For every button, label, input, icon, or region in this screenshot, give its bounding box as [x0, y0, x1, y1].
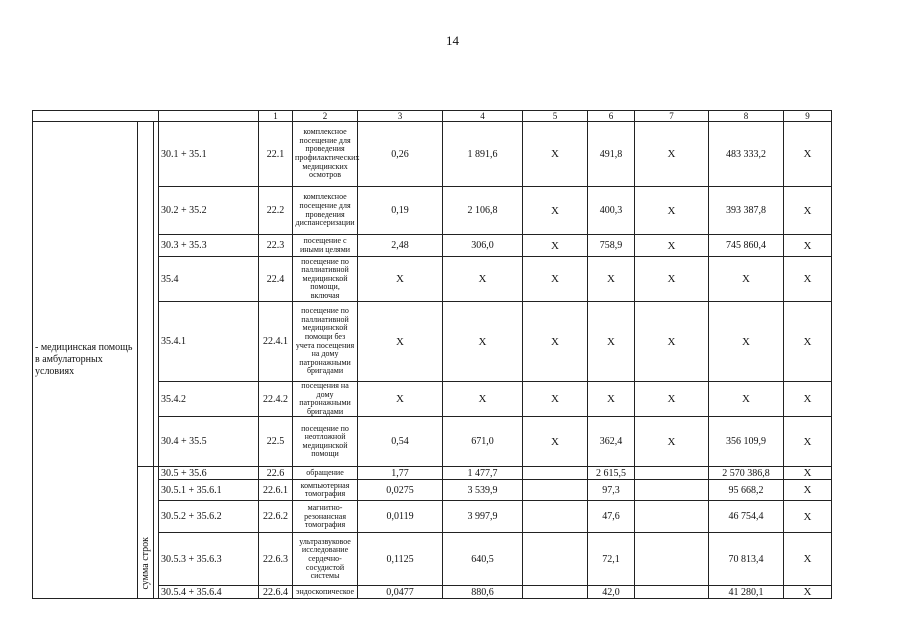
row-code: 30.2 + 35.2 [159, 187, 259, 235]
row-description: посещение с иными целями [293, 235, 358, 257]
cell-col-9: X [784, 480, 832, 501]
cell-col-4: 880,6 [443, 586, 523, 599]
row-line-number: 22.1 [259, 122, 293, 187]
cell-col-9: X [784, 382, 832, 417]
cell-col-7: X [635, 187, 709, 235]
cell-col-7: X [635, 302, 709, 382]
header-cell-3: 3 [358, 111, 443, 122]
cell-col-9: X [784, 501, 832, 533]
cell-col-5: X [523, 235, 588, 257]
row-code: 30.5.2 + 35.6.2 [159, 501, 259, 533]
row-description: ультразвуковое исследование сердечно-сосудистой системы [293, 533, 358, 586]
header-cell-6: 6 [588, 111, 635, 122]
cell-col-4: 671,0 [443, 417, 523, 467]
cell-col-9: X [784, 187, 832, 235]
cell-col-9: X [784, 533, 832, 586]
row-code: 35.4.1 [159, 302, 259, 382]
cell-col-5: X [523, 302, 588, 382]
cell-col-7: X [635, 257, 709, 302]
cell-col-8: 46 754,4 [709, 501, 784, 533]
row-code: 30.5.1 + 35.6.1 [159, 480, 259, 501]
cell-col-5: X [523, 257, 588, 302]
cell-col-8: 356 109,9 [709, 417, 784, 467]
row-line-number: 22.2 [259, 187, 293, 235]
row-code: 30.5.3 + 35.6.3 [159, 533, 259, 586]
cell-col-9: X [784, 302, 832, 382]
cell-col-9: X [784, 467, 832, 480]
cell-col-5 [523, 533, 588, 586]
cell-col-5: X [523, 382, 588, 417]
cell-col-6: 362,4 [588, 417, 635, 467]
cell-col-5 [523, 467, 588, 480]
rotated-label-cell [138, 467, 154, 599]
cell-col-3: X [358, 302, 443, 382]
cell-col-8: 483 333,2 [709, 122, 784, 187]
row-line-number: 22.4.1 [259, 302, 293, 382]
cell-col-3: 0,1125 [358, 533, 443, 586]
header-cell-4: 4 [443, 111, 523, 122]
table-row [33, 122, 832, 187]
cell-col-8: 41 280,1 [709, 586, 784, 599]
row-line-number: 22.5 [259, 417, 293, 467]
cell-col-3: 2,48 [358, 235, 443, 257]
cell-col-8: 2 570 386,8 [709, 467, 784, 480]
cell-col-9: X [784, 586, 832, 599]
section-label: - медицинская помощь в амбулаторных условиях [33, 122, 138, 599]
row-line-number: 22.6.1 [259, 480, 293, 501]
header-cell-code [159, 111, 259, 122]
row-description: посещение по паллиативной медицинской помощи, включая [293, 257, 358, 302]
row-line-number: 22.6.2 [259, 501, 293, 533]
row-code: 30.4 + 35.5 [159, 417, 259, 467]
cell-col-6: 491,8 [588, 122, 635, 187]
cell-col-4: 640,5 [443, 533, 523, 586]
row-code: 35.4 [159, 257, 259, 302]
cell-col-5: X [523, 122, 588, 187]
cell-col-4: 2 106,8 [443, 187, 523, 235]
cell-col-7 [635, 501, 709, 533]
row-description: обращение [293, 467, 358, 480]
cell-col-3: 0,0275 [358, 480, 443, 501]
row-code: 35.4.2 [159, 382, 259, 417]
row-code: 30.5 + 35.6 [159, 467, 259, 480]
row-description: посещение по неотложной медицинской помощи [293, 417, 358, 467]
cell-col-3: 0,19 [358, 187, 443, 235]
rotated-label: сумма строк [140, 536, 151, 590]
row-description: посещения на дому патронажными бригадами [293, 382, 358, 417]
cell-col-7: X [635, 235, 709, 257]
header-cell-5: 5 [523, 111, 588, 122]
cell-col-4: 306,0 [443, 235, 523, 257]
cell-col-4: X [443, 257, 523, 302]
header-cell-7: 7 [635, 111, 709, 122]
cell-col-9: X [784, 235, 832, 257]
header-row [33, 111, 832, 122]
page-number: 14 [446, 33, 459, 48]
cell-col-4: X [443, 302, 523, 382]
cell-col-6: 42,0 [588, 586, 635, 599]
header-cell-blank [33, 111, 159, 122]
cell-col-7: X [635, 417, 709, 467]
cell-col-5 [523, 586, 588, 599]
cell-col-4: 1 477,7 [443, 467, 523, 480]
header-cell-1: 1 [259, 111, 293, 122]
cell-col-6: 72,1 [588, 533, 635, 586]
row-description: эндоскопическое [293, 586, 358, 599]
row-description: компьютерная томография [293, 480, 358, 501]
cell-col-8: X [709, 257, 784, 302]
cell-col-7 [635, 467, 709, 480]
row-code: 30.5.4 + 35.6.4 [159, 586, 259, 599]
cell-col-8: 70 813,4 [709, 533, 784, 586]
cell-col-5 [523, 501, 588, 533]
cell-col-6: X [588, 382, 635, 417]
header-cell-8: 8 [709, 111, 784, 122]
cell-col-6: 2 615,5 [588, 467, 635, 480]
cell-col-7 [635, 533, 709, 586]
cell-col-4: 1 891,6 [443, 122, 523, 187]
header-cell-2: 2 [293, 111, 358, 122]
cell-col-7 [635, 586, 709, 599]
cell-col-3: X [358, 257, 443, 302]
row-line-number: 22.3 [259, 235, 293, 257]
row-line-number: 22.6.4 [259, 586, 293, 599]
cell-col-6: 97,3 [588, 480, 635, 501]
cell-col-4: 3 997,9 [443, 501, 523, 533]
cell-col-8: 745 860,4 [709, 235, 784, 257]
cell-col-3: 1,77 [358, 467, 443, 480]
cell-col-5: X [523, 187, 588, 235]
cell-col-6: X [588, 257, 635, 302]
cell-col-7: X [635, 382, 709, 417]
cell-col-8: 95 668,2 [709, 480, 784, 501]
cell-col-3: 0,54 [358, 417, 443, 467]
cell-col-8: X [709, 302, 784, 382]
cell-col-8: 393 387,8 [709, 187, 784, 235]
row-line-number: 22.6 [259, 467, 293, 480]
cell-col-9: X [784, 417, 832, 467]
cell-col-5: X [523, 417, 588, 467]
cell-col-3: X [358, 382, 443, 417]
table-row [33, 467, 832, 480]
cell-col-6: 758,9 [588, 235, 635, 257]
cell-col-3: 0,0477 [358, 586, 443, 599]
cell-col-9: X [784, 257, 832, 302]
row-code: 30.3 + 35.3 [159, 235, 259, 257]
row-line-number: 22.6.3 [259, 533, 293, 586]
cell-col-9: X [784, 122, 832, 187]
row-description: комплексное посещение для проведения диспансеризации [293, 187, 358, 235]
header-cell-9: 9 [784, 111, 832, 122]
row-line-number: 22.4 [259, 257, 293, 302]
row-description: комплексное посещение для проведения профилактических медицинских осмотров [293, 122, 358, 187]
cell-col-3: 0,26 [358, 122, 443, 187]
tariff-table [32, 110, 832, 599]
cell-col-5 [523, 480, 588, 501]
row-description: магнитно-резонансная томография [293, 501, 358, 533]
blank-cell [138, 122, 154, 467]
cell-col-4: X [443, 382, 523, 417]
row-code: 30.1 + 35.1 [159, 122, 259, 187]
cell-col-6: X [588, 302, 635, 382]
cell-col-4: 3 539,9 [443, 480, 523, 501]
row-description: посещение по паллиативной медицинской помощи без учета посещения на дому патронажными бригадами [293, 302, 358, 382]
cell-col-8: X [709, 382, 784, 417]
row-line-number: 22.4.2 [259, 382, 293, 417]
cell-col-7 [635, 480, 709, 501]
cell-col-6: 400,3 [588, 187, 635, 235]
cell-col-7: X [635, 122, 709, 187]
cell-col-6: 47,6 [588, 501, 635, 533]
cell-col-3: 0,0119 [358, 501, 443, 533]
